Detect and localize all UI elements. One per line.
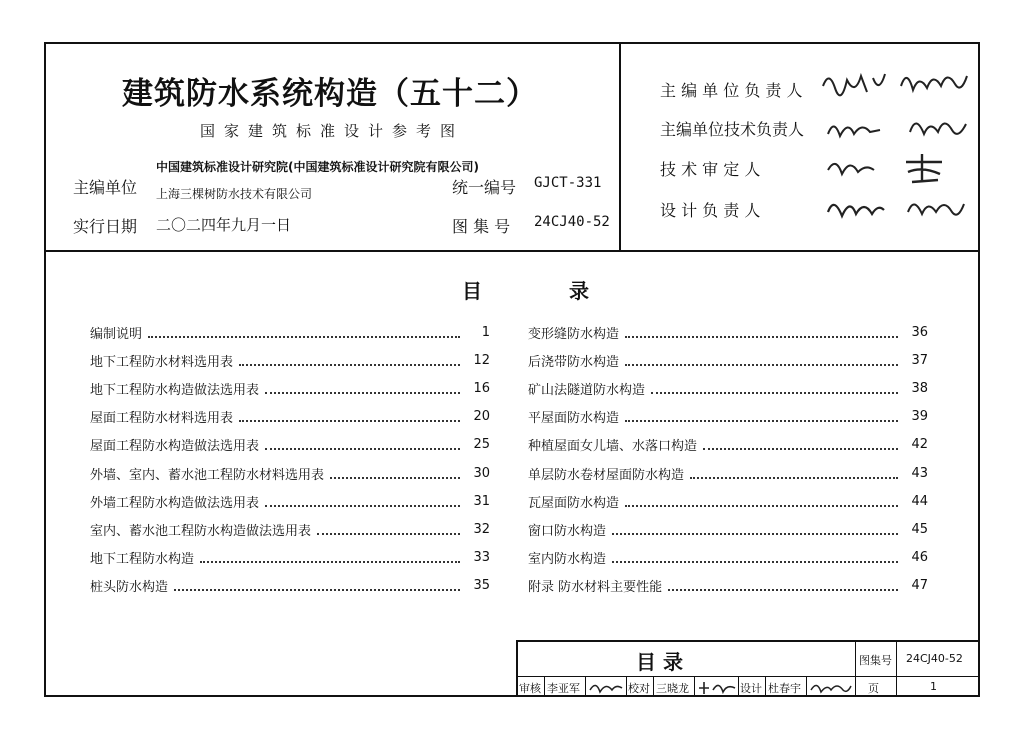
toc-entry-page: 16 bbox=[473, 380, 490, 396]
toc-entry[interactable] bbox=[528, 322, 928, 342]
toc-entry-page: 39 bbox=[911, 409, 928, 425]
page-title: 建筑防水系统构造（五十二） bbox=[122, 76, 538, 112]
editor-2: 上海三棵树防水技术有限公司 bbox=[156, 187, 313, 201]
toc-leader-dots bbox=[625, 411, 898, 422]
unified-value: GJCT-331 bbox=[534, 175, 602, 191]
toc-entry[interactable] bbox=[528, 435, 928, 455]
toc-entry-name: 桩头防水构造 bbox=[90, 580, 169, 596]
toc-entry[interactable] bbox=[90, 463, 490, 483]
cell-line bbox=[694, 677, 695, 697]
toc-entry-page: 12 bbox=[473, 352, 490, 368]
toc-entry[interactable] bbox=[90, 576, 490, 596]
role-review: 技 术 审 定 人 bbox=[660, 160, 761, 179]
toc-entry-name: 地下工程防水构造 bbox=[90, 552, 195, 568]
cell-line bbox=[626, 677, 627, 697]
toc-entry-name: 室内、蓄水池工程防水构造做法选用表 bbox=[90, 523, 312, 539]
role-tech: 主编单位技术负责人 bbox=[660, 120, 805, 139]
toc-entry-name: 地下工程防水构造做法选用表 bbox=[90, 382, 260, 398]
role-design: 设 计 负 责 人 bbox=[660, 201, 761, 220]
toc-heading: 目 录 bbox=[462, 279, 629, 303]
toc-leader-dots bbox=[148, 327, 460, 338]
toc-entry-name: 屋面工程防水材料选用表 bbox=[90, 411, 234, 427]
toc-entry-name: 种植屋面女儿墙、水落口构造 bbox=[528, 439, 698, 455]
toc-entry[interactable] bbox=[90, 378, 490, 398]
check-label: 校对 bbox=[628, 682, 650, 695]
toc-entry[interactable] bbox=[528, 491, 928, 511]
toc-entry-name: 矿山法隧道防水构造 bbox=[528, 382, 646, 398]
toc-leader-dots bbox=[625, 355, 898, 366]
review-label: 审核 bbox=[519, 682, 541, 695]
toc-entry-name: 编制说明 bbox=[90, 326, 143, 342]
page-subtitle: 国家建筑标准设计参考图 bbox=[200, 122, 465, 140]
toc-entry-name: 外墙工程防水构造做法选用表 bbox=[90, 495, 260, 511]
checker-name: 三晓龙 bbox=[656, 682, 689, 695]
toc-leader-dots bbox=[690, 468, 898, 479]
designer-signature bbox=[809, 678, 853, 696]
toc-leader-dots bbox=[265, 383, 460, 394]
toc-entry[interactable] bbox=[528, 576, 928, 596]
signature-tech bbox=[822, 110, 972, 146]
toc-entry-name: 地下工程防水材料选用表 bbox=[90, 354, 234, 370]
toc-entry[interactable] bbox=[90, 322, 490, 342]
toc-leader-dots bbox=[703, 439, 898, 450]
cell-line bbox=[806, 677, 807, 697]
signature-design bbox=[822, 190, 972, 226]
toc-entry-page: 32 bbox=[473, 521, 490, 537]
toc-entry-name: 单层防水卷材屋面防水构造 bbox=[528, 467, 685, 483]
toc-entry-page: 42 bbox=[911, 437, 928, 453]
unified-label: 统一编号 bbox=[452, 178, 517, 197]
cell-line bbox=[585, 677, 586, 697]
cell-line bbox=[765, 677, 766, 697]
editor-label: 主编单位 bbox=[73, 178, 138, 197]
signature-chief bbox=[815, 66, 975, 102]
editor-1: 中国建筑标准设计研究院(中国建筑标准设计研究院有限公司) bbox=[156, 160, 479, 174]
titleblock-atlas-value: 24CJ40-52 bbox=[906, 652, 963, 665]
toc-entry[interactable] bbox=[528, 463, 928, 483]
toc-entry[interactable] bbox=[90, 407, 490, 427]
titleblock-sep1 bbox=[855, 640, 856, 697]
toc-entry-page: 31 bbox=[473, 493, 490, 509]
toc-entry-page: 45 bbox=[911, 521, 928, 537]
toc-entry[interactable] bbox=[90, 548, 490, 568]
toc-entry-page: 37 bbox=[911, 352, 928, 368]
toc-entry-name: 屋面工程防水构造做法选用表 bbox=[90, 439, 260, 455]
design-label: 设计 bbox=[740, 682, 762, 695]
header-vertical-divider bbox=[619, 42, 621, 252]
toc-entry-page: 25 bbox=[473, 437, 490, 453]
toc-entry-name: 外墙、室内、蓄水池工程防水材料选用表 bbox=[90, 467, 325, 483]
toc-entry[interactable] bbox=[528, 548, 928, 568]
toc-leader-dots bbox=[612, 524, 898, 535]
toc-entry-page: 38 bbox=[911, 380, 928, 396]
toc-entry[interactable] bbox=[528, 519, 928, 539]
reviewer-name: 李亚军 bbox=[547, 682, 580, 695]
toc-entry-page: 1 bbox=[481, 324, 490, 340]
titleblock-atlas-label: 图集号 bbox=[859, 654, 892, 667]
toc-entry-name: 附录 防水材料主要性能 bbox=[528, 580, 663, 596]
toc-leader-dots bbox=[174, 580, 460, 591]
page-label: 页 bbox=[868, 682, 879, 695]
toc-leader-dots bbox=[317, 524, 460, 535]
toc-leader-dots bbox=[239, 411, 460, 422]
reviewer-signature bbox=[588, 678, 624, 696]
date-value: 二〇二四年九月一日 bbox=[156, 216, 292, 234]
toc-entry-page: 35 bbox=[473, 578, 490, 594]
toc-entry-page: 46 bbox=[911, 550, 928, 566]
cell-line bbox=[653, 677, 654, 697]
toc-entry-name: 室内防水构造 bbox=[528, 552, 607, 568]
toc-entry-page: 47 bbox=[911, 578, 928, 594]
toc-entry-page: 33 bbox=[473, 550, 490, 566]
atlas-value: 24CJ40-52 bbox=[534, 214, 610, 230]
toc-entry-page: 20 bbox=[473, 409, 490, 425]
toc-leader-dots bbox=[612, 552, 898, 563]
toc-entry-name: 变形缝防水构造 bbox=[528, 326, 620, 342]
titleblock-top bbox=[516, 640, 980, 642]
header-divider bbox=[44, 250, 980, 252]
toc-leader-dots bbox=[625, 327, 898, 338]
toc-entry-name: 窗口防水构造 bbox=[528, 523, 607, 539]
cell-line bbox=[738, 677, 739, 697]
toc-leader-dots bbox=[200, 552, 460, 563]
toc-leader-dots bbox=[265, 439, 460, 450]
signature-review bbox=[822, 150, 972, 186]
cell-line bbox=[544, 677, 545, 697]
titleblock-sep2 bbox=[896, 640, 897, 697]
toc-leader-dots bbox=[651, 383, 898, 394]
toc-entry-page: 44 bbox=[911, 493, 928, 509]
toc-entry[interactable] bbox=[528, 350, 928, 370]
toc-entry[interactable] bbox=[90, 491, 490, 511]
toc-entry[interactable] bbox=[90, 350, 490, 370]
toc-entry-page: 43 bbox=[911, 465, 928, 481]
date-label: 实行日期 bbox=[73, 217, 138, 236]
toc-leader-dots bbox=[330, 468, 460, 479]
atlas-label: 图 集 号 bbox=[452, 217, 511, 236]
designer-name: 杜春宇 bbox=[768, 682, 801, 695]
toc-entry-name: 后浇带防水构造 bbox=[528, 354, 620, 370]
checker-signature bbox=[697, 678, 737, 696]
toc-entry-name: 平屋面防水构造 bbox=[528, 411, 620, 427]
toc-entry[interactable] bbox=[528, 378, 928, 398]
toc-leader-dots bbox=[625, 496, 898, 507]
toc-entry[interactable] bbox=[90, 435, 490, 455]
page-value: 1 bbox=[930, 680, 937, 693]
toc-entry[interactable] bbox=[90, 519, 490, 539]
titleblock-name: 目 录 bbox=[636, 650, 683, 674]
toc-leader-dots bbox=[668, 580, 898, 591]
titleblock-left bbox=[516, 640, 518, 697]
toc-leader-dots bbox=[239, 355, 460, 366]
toc-entry-page: 30 bbox=[473, 465, 490, 481]
toc-entry-name: 瓦屋面防水构造 bbox=[528, 495, 620, 511]
toc-entry-page: 36 bbox=[911, 324, 928, 340]
toc-entry[interactable] bbox=[528, 407, 928, 427]
role-chief: 主 编 单 位 负 责 人 bbox=[660, 81, 803, 100]
toc-leader-dots bbox=[265, 496, 460, 507]
